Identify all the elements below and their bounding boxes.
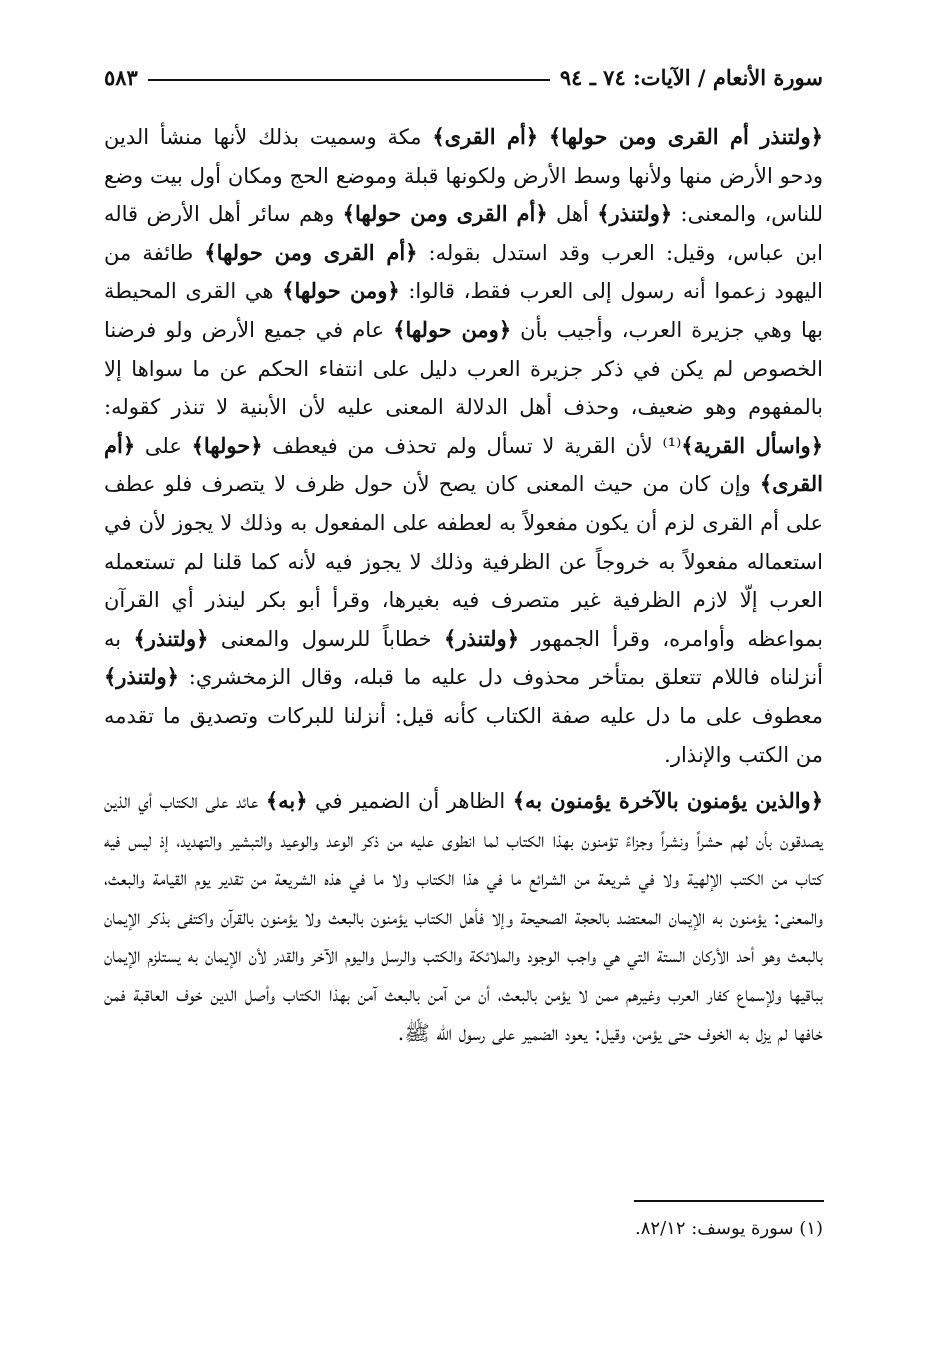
text-run: وهم سائر أهل الأرض قاله ابن عباس، وقيل: العرب وقد استدل بقوله: — [104, 202, 823, 265]
text-run: عام في جميع الأرض ولو فرضنا الخصوص لم يكن في ذكر جزيرة العرب دليل على انتفاء الحكم عن ما سواها إلا بالمفهوم وهو ضعيف، وحذف أهل الدلالة المعنى عليه لأن الأبنية لا تنذر كقوله: — [104, 317, 823, 420]
footnote-separator — [634, 1200, 824, 1202]
text-run: به أنزلناه فاللام تتعلق بمتأخر محذوف دل عليه ما قبله، وقال الزمخشري: — [104, 626, 823, 690]
quran-quote: ﴿ولتنذر﴾ — [444, 625, 520, 651]
text-run: على — [135, 433, 192, 458]
text-run: طائفة من اليهود زعموا أنه رسول إلى العرب فقط، قالوا: — [104, 240, 823, 304]
text-run: وإن كان من حيث المعنى كان يصح لأن حول ظرف لا يتصرف فلو عطف على أم القرى لزم أن يكون مفعولاً به لعطفه على المفعول به وذلك لا يجوز لأن في استعماله مفعولاً به خروجاً عن الظرفية وذلك لا يجوز فيه لأنه كما قلنا لم تستعمله العرب إلّا لازم الظرفية غير متصرف فيه بغيرها، وقرأ أبو بكر لينذر أي القرآن بمواعظه وأوامره، وقرأ الجمهور — [104, 472, 824, 651]
quran-quote: ﴿حولها﴾ — [191, 432, 263, 458]
page-number: ٥٨٣ — [104, 64, 138, 90]
main-text — [104, 118, 823, 1052]
running-title: سورة الأنعام / الآيات: ٧٤ ـ ٩٤ — [559, 64, 823, 90]
quran-quote: ﴿ومن حولها﴾ — [393, 316, 512, 342]
text-run: مكة وسميت بذلك لأنها منشأ الدين ودحو الأرض منها ولأنها وسط الأرض ولكونها قبلة وموضع الحج ومكان أول بيت وضع للناس، والمعنى: — [104, 125, 823, 227]
paragraph — [104, 782, 823, 1052]
text-run: هي القرى المحيطة بها وهي جزيرة العرب، وأجيب بأن — [104, 279, 823, 342]
text-run: خطاباً للرسول والمعنى — [208, 626, 445, 651]
quran-quote: ﴿أم القرى﴾ — [432, 124, 539, 149]
quran-quote: ﴿واسأل القرية﴾ — [681, 432, 823, 458]
quran-quote: ﴿ولتنذر﴾ — [104, 664, 179, 690]
quran-quote: ﴿ولتنذر﴾ — [597, 201, 673, 227]
paragraph — [104, 118, 823, 774]
quran-quote: ﴿ولتنذر﴾ — [133, 625, 209, 651]
header-rule — [148, 79, 550, 81]
quran-quote: ﴿أم القرى ومن حولها﴾ — [204, 239, 418, 265]
text-run: ⁽¹⁾ لأن القرية لا تسأل ولم تحذف من فيعطف — [262, 433, 682, 458]
footnote: (١) سورة يوسف: ٨٢/١٢. — [635, 1218, 823, 1239]
quran-quote: ﴿به﴾ — [265, 788, 308, 814]
text-run: عائد على الكتاب أي الذين يصدقون بأن لهم حشراً ونشراً وجزاءً تؤمنون بهذا الكتاب لما انطوى عليه من ذكر الوعد والوعيد والتبشير والتهديد، إذ ليس فيه كتاب من الكتب الإلهية ولا في شريعة من الشرائع ما في هذا الكتاب ولا ما في هذه الشريعة من تقدير يوم القيامة والبعث، والمعنى: يؤمنون به الإيمان المعتضد بالحجة الصحيحة وإلا فأهل الكتاب يؤمنون بالبعث ولا يؤمنون بالقرآن واكتفى بذكر الإيمان بالبعث وهو أحد الأركان الستة التي هي واجب الوجود والملائكة والكتب والرسل واليوم الآخر والقدر لأن الإيمان به يستلزم الإيمان بباقيها ولإسماع كفار العرب وغيرهم ممن لا يؤمن بالبعث، أن من آمن بالبعث آمن بهذا الكتاب وأصل الدين خوف العاقبة فمن خافها لم يزل به الخوف حتى يؤمن، وقيل: يعود الضمير على رسول الله ﷺ. — [104, 789, 823, 1045]
text-run: أهل — [547, 202, 598, 227]
quran-quote: ﴿أم القرى ومن حولها﴾ — [342, 201, 548, 227]
quran-quote: ﴿والذين يؤمنون بالآخرة يؤمنون به﴾ — [512, 788, 824, 814]
page-header — [104, 60, 823, 94]
quran-quote: ﴿ولتنذر أم القرى ومن حولها﴾ — [548, 124, 823, 149]
text-run: الظاهر أن الضمير في — [307, 789, 513, 814]
text-run — [538, 125, 549, 149]
text-run: معطوف على ما دل عليه صفة الكتاب كأنه قيل: أنزلنا للبركات وتصديق ما تقدمه من الكتب والإنذار. — [104, 703, 823, 767]
quran-quote: ﴿أم القرى﴾ — [104, 432, 823, 497]
quran-quote: ﴿ومن حولها﴾ — [282, 278, 400, 304]
